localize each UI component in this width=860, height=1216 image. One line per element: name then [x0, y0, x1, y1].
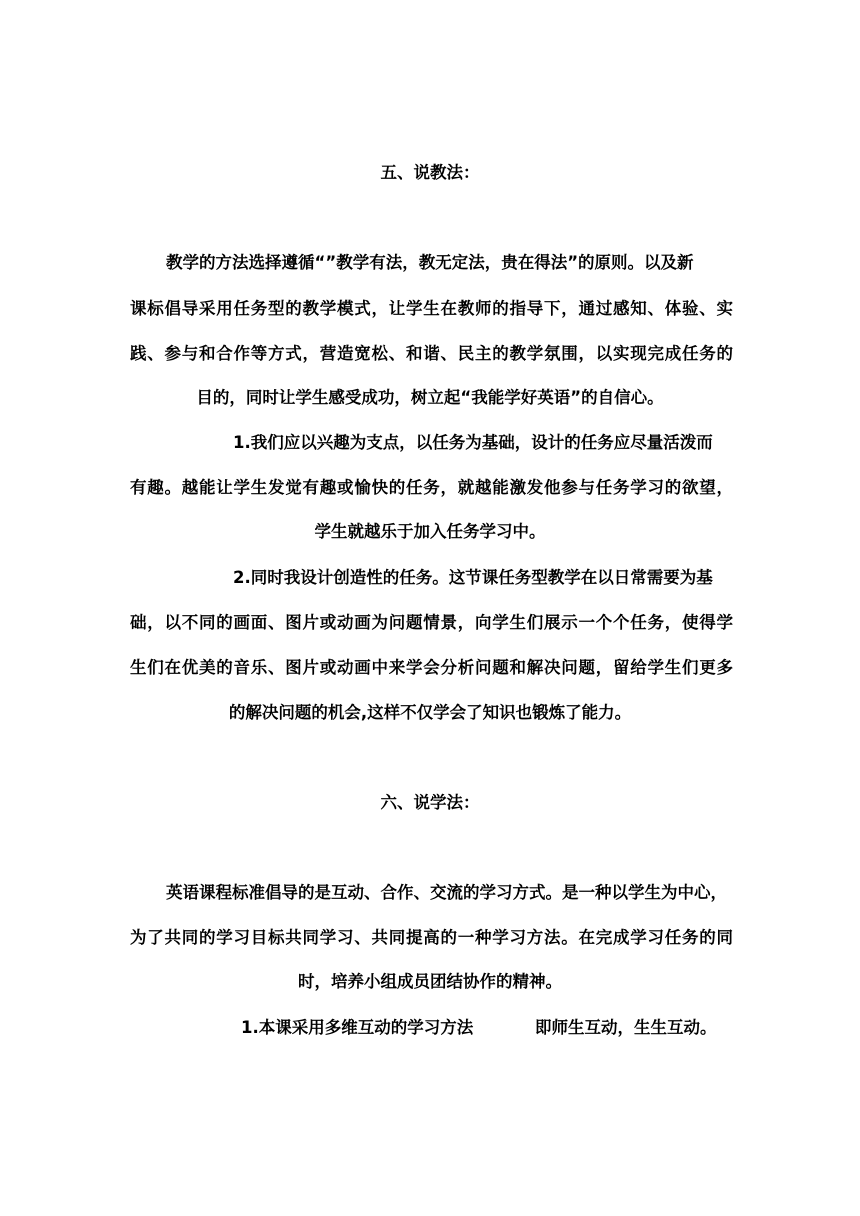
paragraph-line: 为了共同的学习目标共同学习、共同提高的一种学习方法。在完成学习任务的同 — [130, 928, 733, 947]
list-item-line: 础，以不同的画面、图片或动画为问题情景，向学生们展示一个个任务，使得学 — [130, 613, 733, 632]
list-item-line: 2.同时我设计创造性的任务。这节课任务型教学在以日常需要为基 — [233, 568, 713, 587]
list-item-line: 生们在优美的音乐、图片或动画中来学会分析问题和解决问题，留给学生们更多 — [130, 658, 733, 677]
paragraph-line: 时，培养小组成员团结协作的精神。 — [298, 972, 562, 991]
section-heading-learning-method: 六、说学法： — [380, 793, 480, 812]
paragraph-line: 目的，同时让学生感受成功，树立起“我能学好英语”的自信心。 — [196, 388, 664, 407]
paragraph-line: 课标倡导采用任务型的教学模式，让学生在教师的指导下，通过感知、体验、实 — [130, 299, 733, 318]
list-item-line: 有趣。越能让学生发觉有趣或愉快的任务，就越能激发他参与任务学习的欲望， — [130, 478, 733, 497]
list-item-line: 学生就越乐于加入任务学习中。 — [314, 522, 546, 541]
list-item-line: 的解决问题的机会,这样不仅学会了知识也锻炼了能力。 — [228, 703, 632, 722]
paragraph-line: 英语课程标准倡导的是互动、合作、交流的学习方式。是一种以学生为中心， — [166, 883, 727, 902]
paragraph-line: 践、参与和合作等方式，营造宽松、和谐、民主的教学氛围，以实现完成任务的 — [130, 344, 733, 363]
section-heading-teaching-method: 五、说教法： — [380, 163, 480, 182]
list-item-line: 1.本课采用多维互动的学习方法 — [241, 1018, 474, 1037]
paragraph-line: 教学的方法选择遵循“”教学有法，教无定法，贵在得法”的原则。以及新 — [166, 253, 694, 272]
list-item-line: 即师生互动，生生互动。 — [535, 1018, 717, 1037]
list-item-line: 1.我们应以兴趣为支点，以任务为基础，设计的任务应尽量活泼而 — [233, 433, 713, 452]
